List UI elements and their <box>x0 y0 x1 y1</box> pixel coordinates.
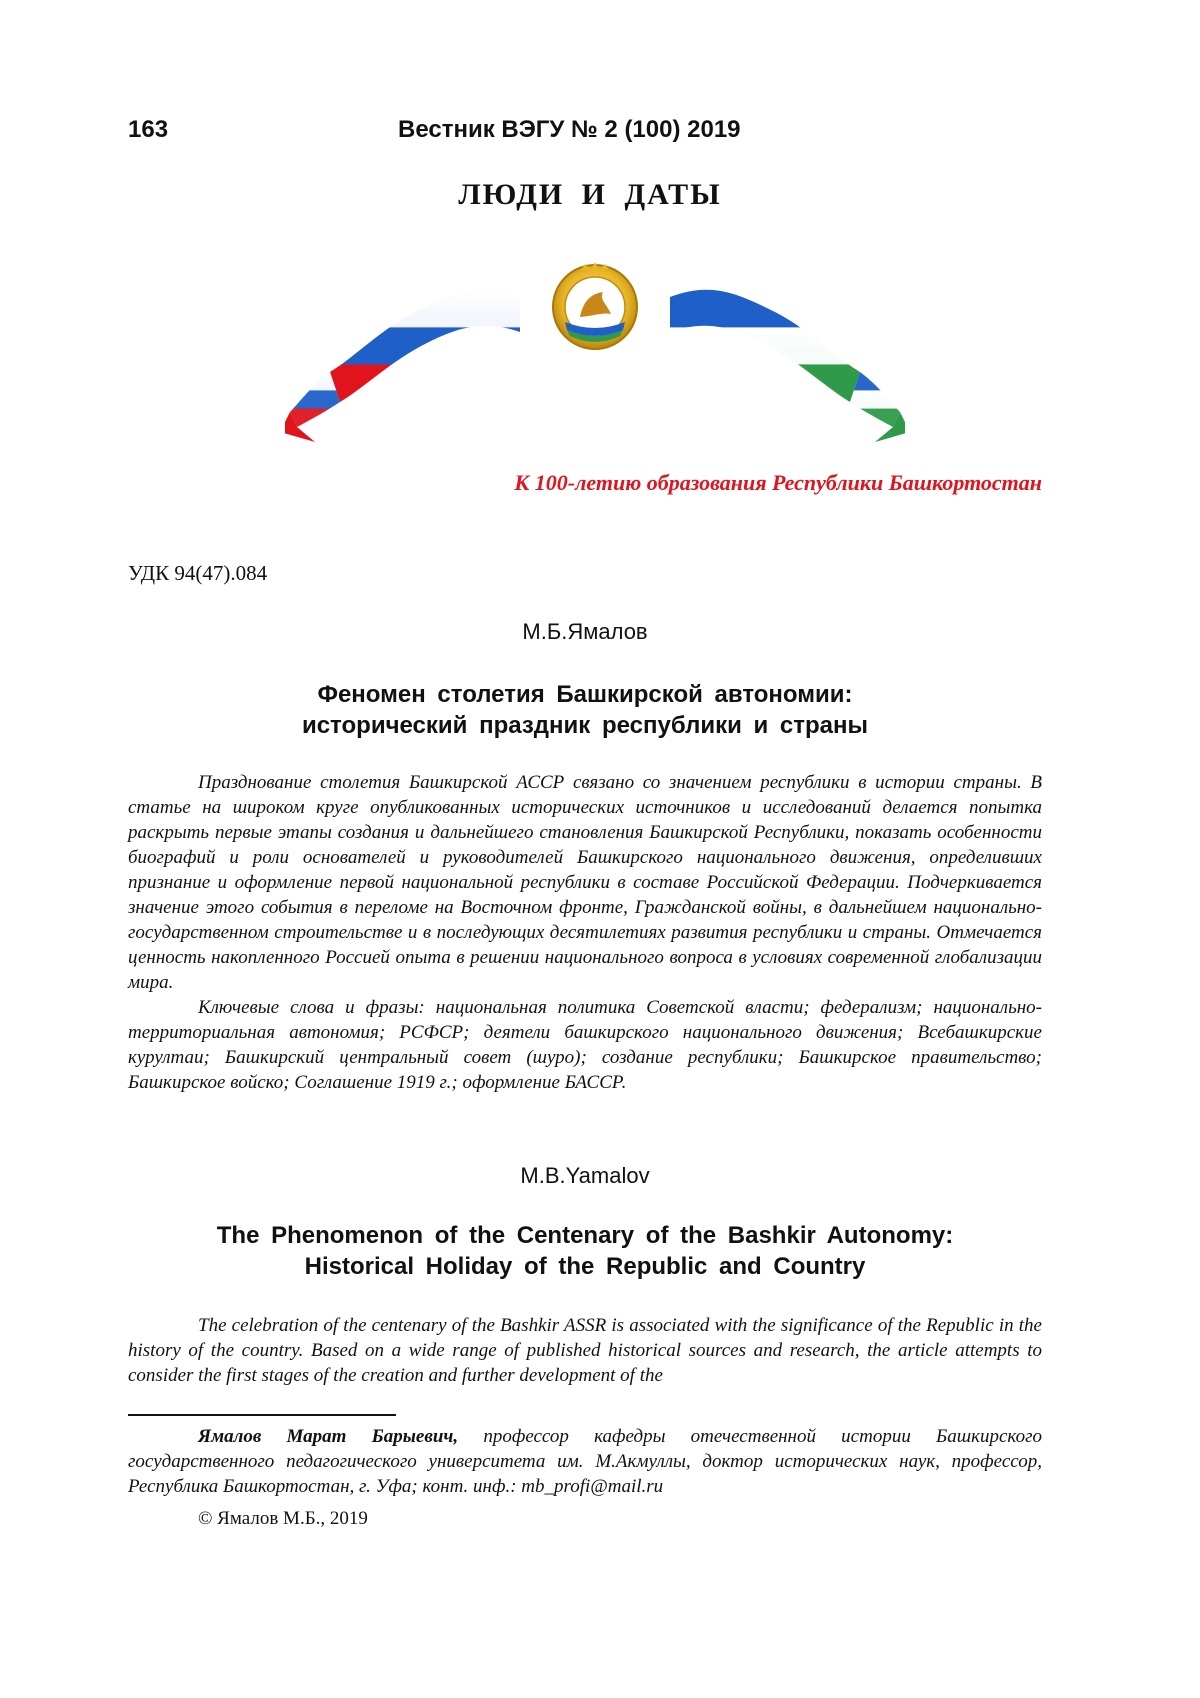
abstract-ru <box>128 770 1042 1095</box>
udk-code: УДК 94(47).084 <box>128 561 268 585</box>
title-en-line-1: The Phenomenon of the Centenary of the Bashkir Autonomy: <box>216 1222 954 1249</box>
page-number: 163 <box>128 116 169 143</box>
author-ru: М.Б.Ямалов <box>522 619 648 644</box>
section-title: ЛЮДИ И ДАТЫ <box>458 178 722 211</box>
author-en: M.B.Yamalov <box>520 1163 650 1188</box>
footnote-divider <box>128 1414 396 1416</box>
copyright-notice: © Ямалов М.Б., 2019 <box>198 1508 368 1529</box>
title-ru-line-2: исторический праздник республики и страны <box>301 712 869 739</box>
centenary-banner <box>285 262 905 462</box>
russian-flag-ribbon <box>285 290 520 442</box>
journal-title: Вестник ВЭГУ № 2 (100) 2019 <box>398 116 741 143</box>
abstract-en <box>128 1313 1042 1388</box>
bashkortostan-flag-ribbon <box>670 290 905 442</box>
article-title-ru <box>128 679 1042 741</box>
abstract-en-text: The celebration of the centenary of the Bashkir ASSR is associated with the significance of the Republic in the history of the country. Based on a wide range of published historical sources and research, the article attempts to consider the first stages of the creation and further development of the <box>128 1315 1042 1386</box>
keywords-ru: Ключевые слова и фразы: национальная политика Советской власти; федерализм; национально-территориальная автономия; РСФСР; деятели башкирского национального движения; Всебашкирские курултаи; Башкирский центральный совет (шуро); создание республики; Башкирское правительство; Башкирское войско; Соглашение 1919 г.; оформление БАССР. <box>128 997 1042 1093</box>
title-ru-line-1: Феномен столетия Башкирской автономии: <box>317 681 853 708</box>
author-footnote <box>128 1424 1042 1499</box>
footnote-author-name: Ямалов Марат Барыевич, <box>198 1426 459 1447</box>
centenary-caption: К 100-летию образования Республики Башкортостан <box>514 470 1042 495</box>
title-en-line-2: Historical Holiday of the Republic and Country <box>304 1253 866 1280</box>
abstract-ru-text: Празднование столетия Башкирской АССР связано со значением республики в истории страны. В статье на широком круге опубликованных исторических источников и исследований делается попытка раскрыть первые этапы создания и дальнейшего становления Башкирской Республики, показать особенности биографий и роли основателей и руководителей Башкирского национального движения, определивших признание и оформление первой национальной республики в составе Российской Федерации. Подчеркивается значение этого события в переломе на Восточном фронте, Гражданской войны, в дальнейшем национально-государственном строительстве и в последующих десятилетиях развития республики и страны. Отмечается ценность накопленного Россией опыта в решении национального вопроса в условиях современной глобализации мира. <box>128 772 1042 993</box>
coat-of-arms-emblem <box>553 262 637 349</box>
footnote-author-info: профессор кафедры отечественной истории Башкирского государственного педагогического университета им. М.Акмуллы, доктор исторических наук, профессор, Республика Башкортостан, г. Уфа; конт. инф.: mb_profi@mail.ru <box>128 1426 1042 1497</box>
flag-ribbons-illustration <box>285 262 905 462</box>
article-title-en <box>128 1220 1042 1282</box>
